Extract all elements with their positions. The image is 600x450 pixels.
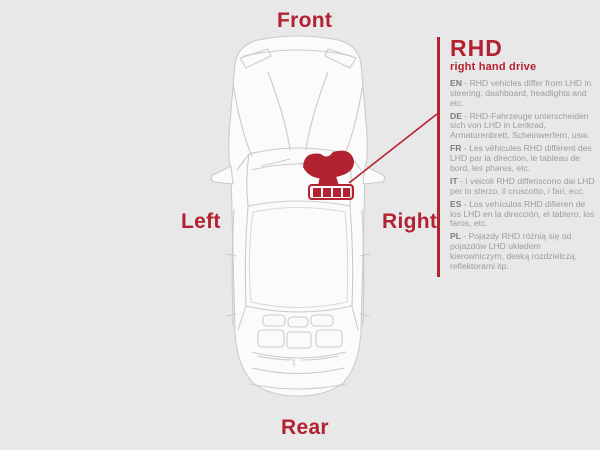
seat-stripe	[323, 188, 331, 197]
seat-stripe	[343, 188, 350, 197]
seat-stripe	[313, 188, 321, 197]
panel-subtitle: right hand drive	[450, 61, 537, 73]
separator: -	[461, 198, 470, 209]
right-label: Right	[382, 210, 438, 233]
panel-title: RHD	[450, 35, 503, 61]
description-text: RHD vehicles differ from LHD in steering, dashboard, headlights and etc.	[450, 78, 592, 108]
left-label: Left	[181, 210, 221, 233]
language-description-item	[450, 144, 595, 173]
language-description-item	[450, 112, 595, 141]
separator: -	[461, 110, 470, 121]
rhd-info-panel	[437, 37, 595, 277]
seat-stripe	[333, 188, 341, 197]
description-text: I veicoli RHD differiscono dai LHD per lo sterzo, il cruscotto, i fari, ecc.	[450, 175, 595, 196]
language-description-item	[450, 200, 595, 229]
language-description-item	[450, 177, 595, 196]
front-label: Front	[277, 9, 333, 32]
description-text: Los vehículos RHD difieren de los LHD en la dirección, el tablero, los faros, etc.	[450, 198, 595, 229]
language-descriptions	[450, 79, 595, 271]
description-text: Pojazdy RHD różnią się od pojazdów LHD układem kierowniczym, deską rozdzielczą, reflektorami itp.	[450, 231, 578, 271]
separator: -	[460, 231, 469, 242]
rear-label: Rear	[281, 416, 329, 439]
language-code: DE	[450, 110, 462, 121]
separator: -	[461, 143, 470, 154]
language-code: ES	[450, 198, 462, 209]
left-mirror	[211, 166, 233, 184]
language-code: PL	[450, 231, 461, 242]
separator: -	[457, 175, 466, 186]
language-description-item	[450, 232, 595, 271]
description-text: RHD-Fahrzeuge unterscheiden sich von LHD in Lenkrad, Armaturenbrett, Scheinwerfern, usw.	[450, 110, 589, 141]
language-code: IT	[450, 175, 458, 186]
language-description-item	[450, 79, 595, 108]
language-code: FR	[450, 143, 462, 154]
separator: -	[461, 78, 470, 89]
description-text: Les véhicules RHD diffèrent des LHD par la direction, le tableau de bord, les phares, etc.	[450, 143, 592, 173]
car-body-outline	[229, 36, 368, 396]
language-code: EN	[450, 78, 462, 89]
